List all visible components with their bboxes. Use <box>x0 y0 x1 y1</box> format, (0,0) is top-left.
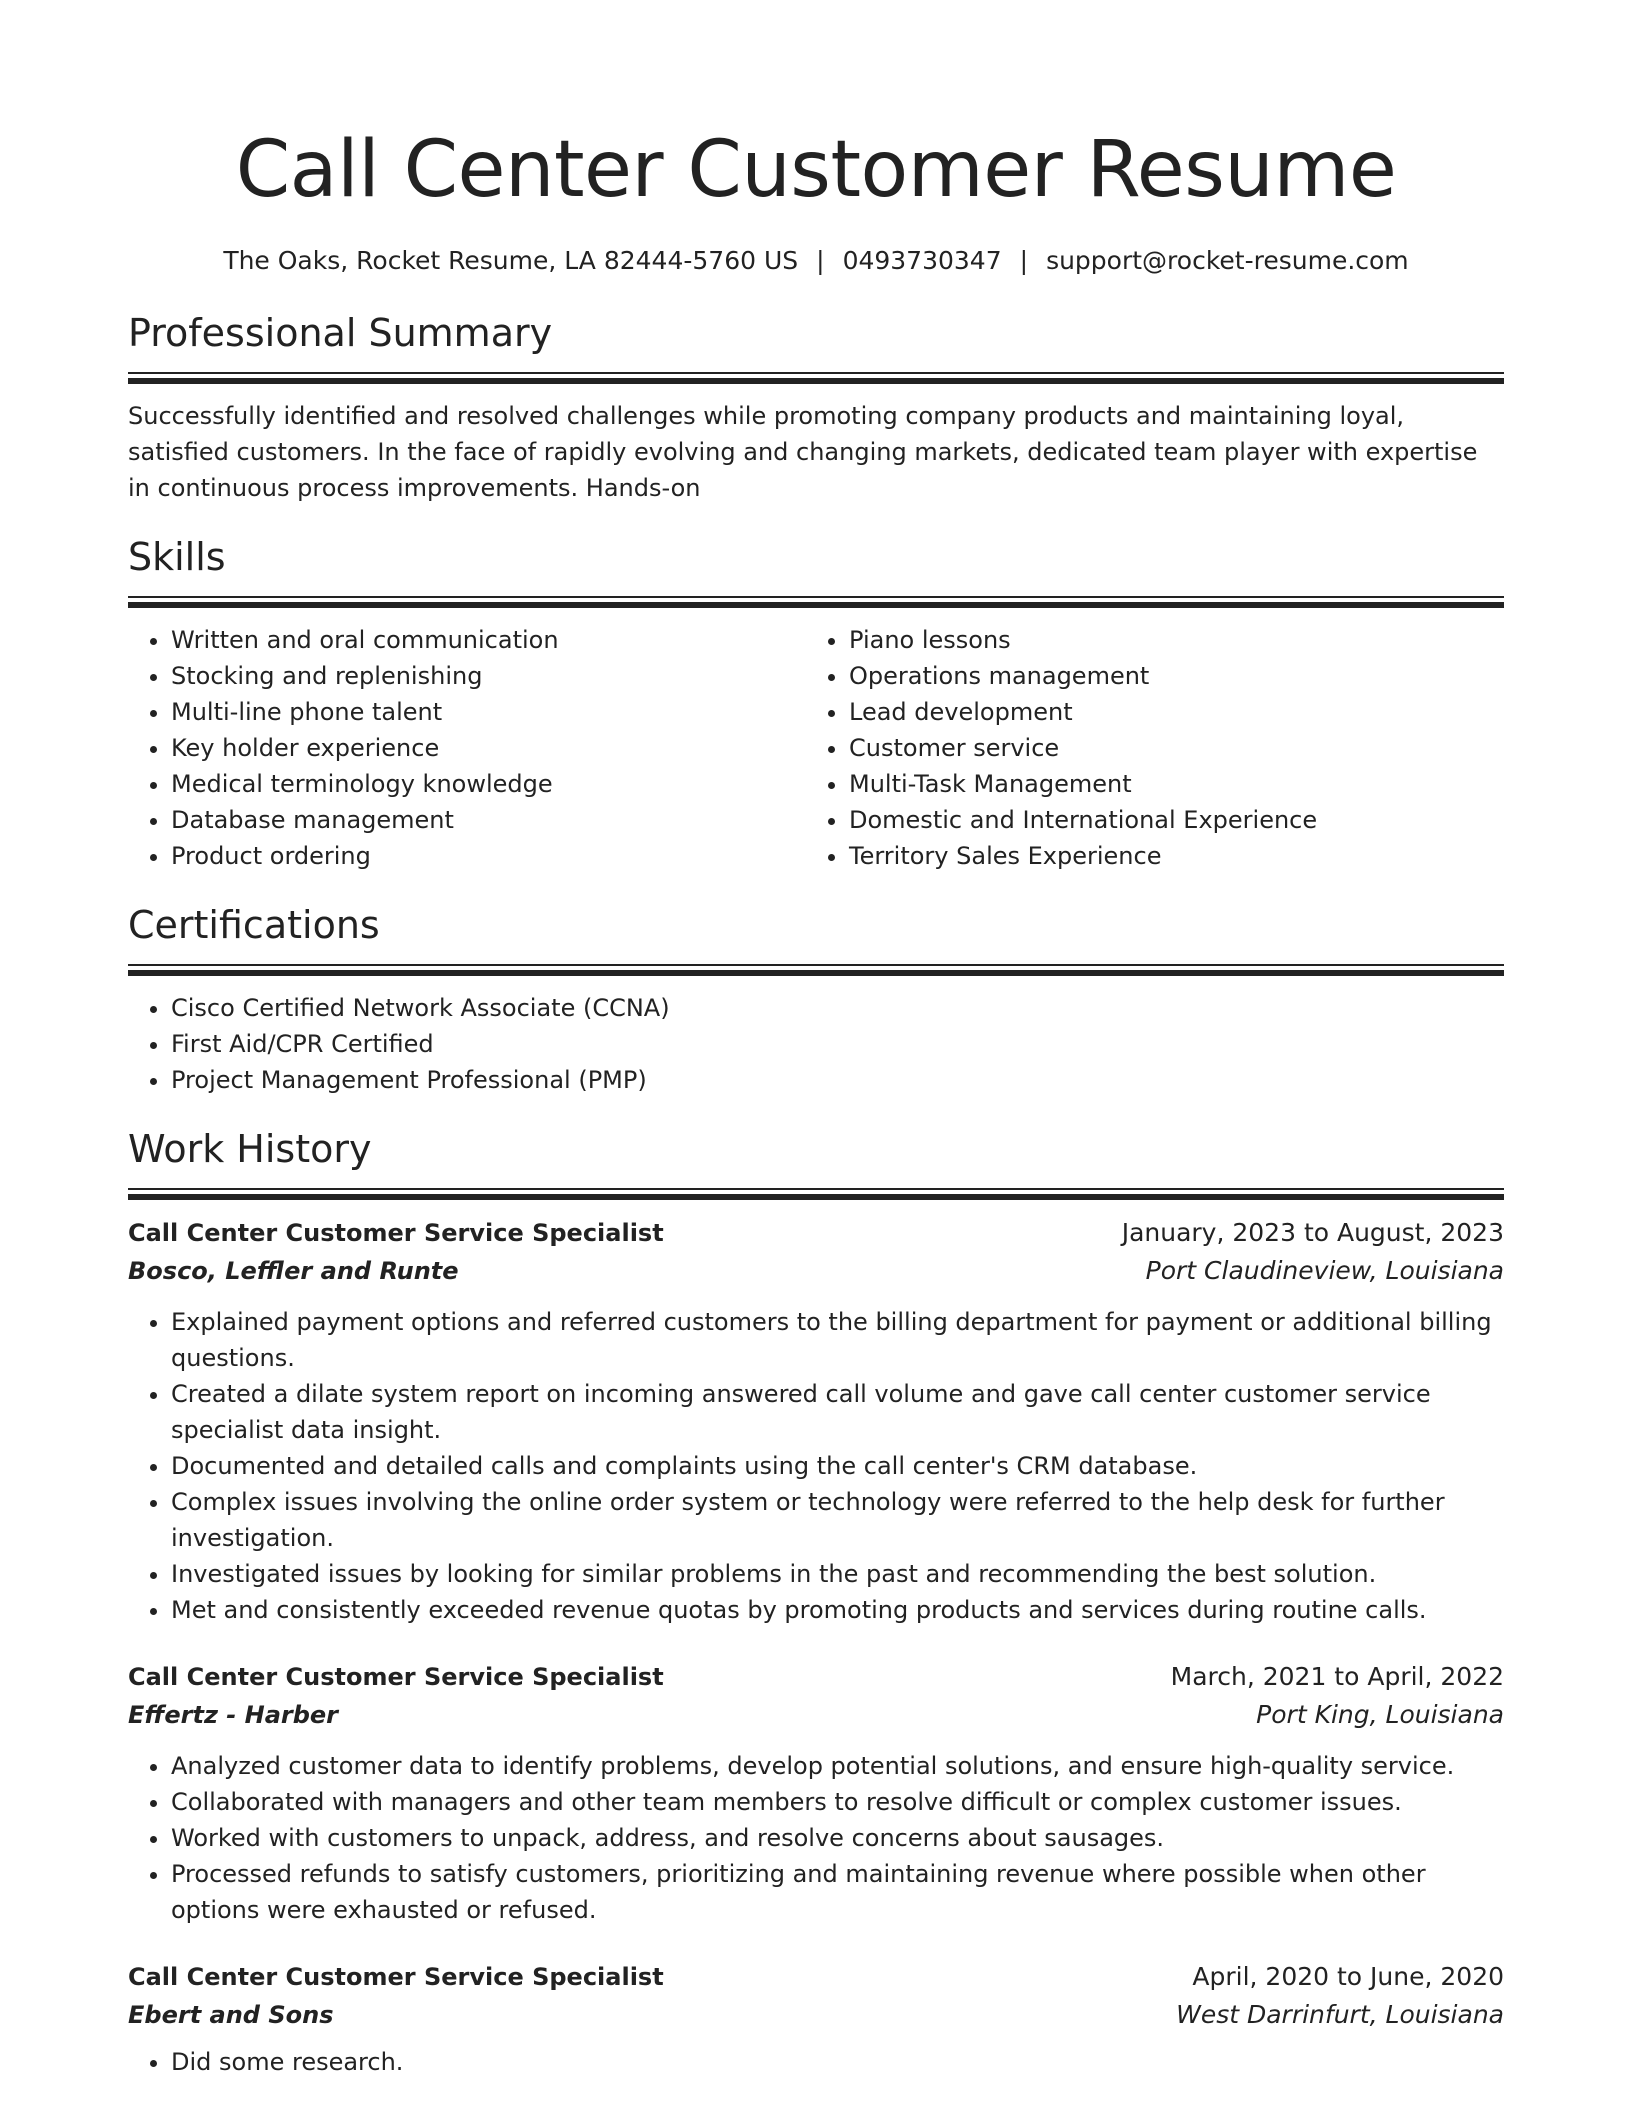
skill-item: • Written and oral communication <box>171 622 806 658</box>
summary-text: Successfully identified and resolved challenges while promoting company products and maintaining loyal, satisfied customers. In the face of rapidly evolving and changing markets, dedicated team player with expertise in continuous process improvements. Hands-on <box>128 402 1478 502</box>
job-header-row <box>128 1214 1504 1252</box>
job-duty: • Collaborated with managers and other team members to resolve difficult or complex customer issues. <box>171 1784 1504 1820</box>
job-entry <box>128 1658 1504 1928</box>
job-title: Call Center Customer Service Specialist <box>128 1219 664 1247</box>
work-history-heading: Work History <box>128 1127 372 1171</box>
job-duties-list <box>128 2044 1504 2080</box>
job-duty: • Investigated issues by looking for similar problems in the past and recommending the best solution. <box>171 1556 1504 1592</box>
certifications-list <box>128 990 1504 1098</box>
section-divider <box>128 964 1504 976</box>
job-location: Port Claudineview, Louisiana <box>1145 1256 1504 1285</box>
job-location: West Darrinfurt, Louisiana <box>1176 2000 1504 2029</box>
contact-line <box>128 244 1504 278</box>
job-header-row <box>128 1958 1504 1996</box>
job-subheader-row <box>128 1696 1504 1734</box>
job-header-row <box>128 1658 1504 1696</box>
job-duty: • Documented and detailed calls and complaints using the call center's CRM database. <box>171 1448 1504 1484</box>
contact-phone: 0493730347 <box>842 246 1002 275</box>
job-duty: • Met and consistently exceeded revenue quotas by promoting products and services during routine calls. <box>171 1592 1504 1628</box>
job-duty: • Worked with customers to unpack, address, and resolve concerns about sausages. <box>171 1820 1504 1856</box>
summary-heading: Professional Summary <box>128 311 553 355</box>
skill-item: • Product ordering <box>171 838 806 874</box>
job-title: Call Center Customer Service Specialist <box>128 1663 664 1691</box>
job-duty: • Explained payment options and referred customers to the billing department for payment or additional billing questions. <box>171 1304 1504 1376</box>
skill-item: • Multi-Task Management <box>849 766 1484 802</box>
section-divider <box>128 372 1504 384</box>
job-subheader-row <box>128 1252 1504 1290</box>
job-duties-list <box>128 1304 1504 1628</box>
job-title: Call Center Customer Service Specialist <box>128 1963 664 1991</box>
work-history-section <box>128 1124 1504 2080</box>
skills-section <box>128 532 1504 874</box>
certification-item: • Cisco Certified Network Associate (CCNA) <box>171 990 1504 1026</box>
certifications-section <box>128 900 1504 1098</box>
skill-item: • Operations management <box>849 658 1484 694</box>
job-company: Bosco, Leffler and Runte <box>128 1257 459 1285</box>
job-duty: • Analyzed customer data to identify problems, develop potential solutions, and ensure high-quality service. <box>171 1748 1504 1784</box>
skill-item: • Domestic and International Experience <box>849 802 1484 838</box>
skill-item: • Stocking and replenishing <box>171 658 806 694</box>
contact-separator: | <box>816 246 825 275</box>
job-duty: • Complex issues involving the online order system or technology were referred to the help desk for further investigation. <box>171 1484 1504 1556</box>
skill-item: • Piano lessons <box>849 622 1484 658</box>
contact-separator: | <box>1019 246 1029 275</box>
job-duty: • Did some research. <box>171 2044 1504 2080</box>
job-company: Effertz - Harber <box>128 1701 339 1729</box>
certification-item: • Project Management Professional (PMP) <box>171 1062 1504 1098</box>
skill-item: • Multi-line phone talent <box>171 694 806 730</box>
job-duty: • Processed refunds to satisfy customers, prioritizing and maintaining revenue where possible when other options were exhausted or refused. <box>171 1856 1504 1928</box>
skills-columns <box>128 622 1504 874</box>
job-subheader-row <box>128 1996 1504 2034</box>
job-duty: • Created a dilate system report on incoming answered call volume and gave call center customer service specialist data insight. <box>171 1376 1504 1448</box>
skill-item: • Customer service <box>849 730 1484 766</box>
job-dates: January, 2023 to August, 2023 <box>1121 1218 1504 1247</box>
skill-item: • Territory Sales Experience <box>849 838 1484 874</box>
job-dates: March, 2021 to April, 2022 <box>1170 1662 1504 1691</box>
job-location: Port King, Louisiana <box>1256 1700 1504 1729</box>
section-divider <box>128 1188 1504 1200</box>
summary-section <box>128 308 1504 506</box>
certification-item: • First Aid/CPR Certified <box>171 1026 1504 1062</box>
skill-item: • Lead development <box>849 694 1484 730</box>
skill-item: • Key holder experience <box>171 730 806 766</box>
skills-list-left <box>128 622 806 874</box>
job-duties-list <box>128 1748 1504 1928</box>
job-entry <box>128 1958 1504 2080</box>
job-dates: April, 2020 to June, 2020 <box>1192 1962 1504 1991</box>
job-entry <box>128 1214 1504 1628</box>
skills-list-right <box>806 622 1484 874</box>
skill-item: • Medical terminology knowledge <box>171 766 806 802</box>
skill-item: • Database management <box>171 802 806 838</box>
section-divider <box>128 596 1504 608</box>
skills-heading: Skills <box>128 535 226 579</box>
resume-title: Call Center Customer Resume <box>235 125 1397 215</box>
certifications-heading: Certifications <box>128 903 380 947</box>
job-company: Ebert and Sons <box>128 2001 334 2029</box>
contact-email: support@rocket-resume.com <box>1046 246 1409 275</box>
contact-address: The Oaks, Rocket Resume, LA 82444-5760 US <box>223 246 799 275</box>
